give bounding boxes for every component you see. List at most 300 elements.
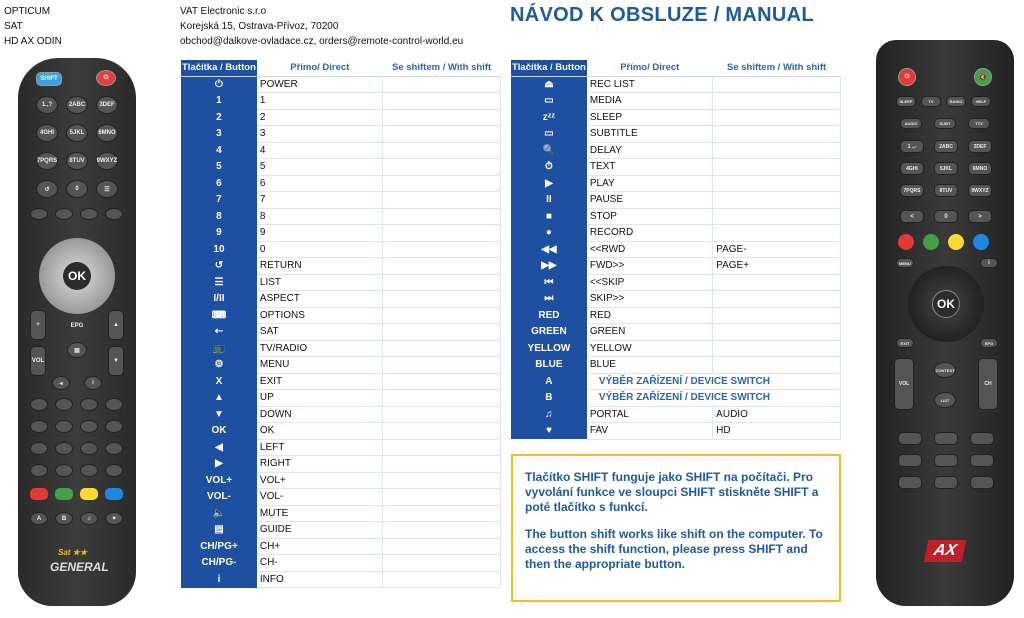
key-symbol: ● <box>511 225 587 242</box>
media-button <box>55 464 73 477</box>
key-symbol: OK <box>181 423 257 440</box>
key-symbol: BLUE <box>511 357 587 374</box>
number-button: 0 <box>66 180 88 198</box>
vol-minus-button: VOL <box>30 346 46 376</box>
media-button <box>105 420 123 433</box>
shift-function <box>383 456 501 473</box>
list-button: ☰ <box>96 180 118 198</box>
guide-button: ▤ <box>67 342 87 358</box>
key-symbol: YELLOW <box>511 340 587 357</box>
table-row <box>181 340 501 357</box>
key-symbol: 8 <box>181 208 257 225</box>
direct-function: RIGHT <box>257 456 383 473</box>
col-header-button: Tlačítka / Button <box>511 60 587 76</box>
number-button: 3DEF <box>968 140 992 153</box>
shift-function <box>383 423 501 440</box>
direct-function: CH- <box>257 555 383 572</box>
brand-sub: Sat ★★ <box>58 548 88 557</box>
table-row <box>511 126 841 143</box>
header-line: HD AX ODIN <box>4 36 62 47</box>
col-header-shift: Se shiftem / With shift <box>713 60 841 76</box>
direct-function: YELLOW <box>587 340 713 357</box>
key-symbol: VOL- <box>181 489 257 506</box>
direct-function: SAT <box>257 324 383 341</box>
remote-image-left <box>18 58 136 606</box>
direct-function: 5 <box>257 159 383 176</box>
shift-function <box>713 159 841 176</box>
media-button <box>898 432 922 445</box>
number-button: 2ABC <box>66 96 88 114</box>
table-row <box>181 93 501 110</box>
table-row <box>181 390 501 407</box>
shift-function <box>383 340 501 357</box>
key-symbol: B <box>511 390 587 407</box>
key-symbol: ◀◀ <box>511 241 587 258</box>
shift-function <box>383 142 501 159</box>
direct-function: 3 <box>257 126 383 143</box>
direct-function: INFO <box>257 571 383 588</box>
key-symbol: 7 <box>181 192 257 209</box>
shift-function <box>383 93 501 110</box>
key-symbol: ■ <box>511 208 587 225</box>
media-button <box>934 432 958 445</box>
direct-function: MEDIA <box>587 93 713 110</box>
shift-function <box>713 357 841 374</box>
table-row <box>181 175 501 192</box>
function-button <box>30 208 48 220</box>
page-title: NÁVOD K OBSLUZE / MANUAL <box>510 4 814 26</box>
top-button: SUBT <box>934 118 956 129</box>
direct-function: REC LIST <box>587 76 713 93</box>
ch-rocker: CH <box>978 358 998 410</box>
direct-function: STOP <box>587 208 713 225</box>
return-button: ↺ <box>36 180 58 198</box>
table-row <box>511 324 841 341</box>
direct-function: MUTE <box>257 505 383 522</box>
power-button: ⏻ <box>96 70 116 86</box>
number-button: 5JKL <box>66 124 88 142</box>
shift-function: HD <box>713 423 841 440</box>
key-symbol: CH/PG- <box>181 555 257 572</box>
shift-function <box>713 291 841 308</box>
shift-function <box>713 93 841 110</box>
table-row <box>181 324 501 341</box>
number-button: 6MNO <box>968 162 992 175</box>
key-table-left <box>181 60 501 588</box>
number-button: 7PQRS <box>900 184 924 197</box>
table-row <box>181 291 501 308</box>
table-row <box>181 505 501 522</box>
number-button: 4GHI <box>36 124 58 142</box>
bottom-button: B <box>55 512 73 525</box>
bottom-button: A <box>30 512 48 525</box>
key-symbol: CH/PG+ <box>181 538 257 555</box>
header-line: OPTICUM <box>4 6 51 17</box>
table-row <box>181 109 501 126</box>
key-symbol: i <box>181 571 257 588</box>
media-button <box>105 442 123 455</box>
shift-function <box>383 126 501 143</box>
key-symbol: X <box>181 373 257 390</box>
direct-function: GUIDE <box>257 522 383 539</box>
bottom-button: ♫ <box>80 512 98 525</box>
key-symbol: 🔈 <box>181 505 257 522</box>
number-button: 7PQRS <box>36 152 58 170</box>
direct-function: PLAY <box>587 175 713 192</box>
company-email: obchod@dalkove-ovladace.cz, orders@remote-control-world.eu <box>180 36 464 47</box>
key-symbol: 📺 <box>181 340 257 357</box>
shift-function <box>383 373 501 390</box>
key-symbol: ▶▶ <box>511 258 587 275</box>
top-button: RADIO <box>946 96 966 107</box>
table-row <box>511 93 841 110</box>
direct-function: 7 <box>257 192 383 209</box>
key-symbol: ⏱ <box>511 159 587 176</box>
shift-function: PAGE+ <box>713 258 841 275</box>
media-button <box>55 420 73 433</box>
key-symbol: zᶻᶻ <box>511 109 587 126</box>
device-switch-label: VÝBĚR ZAŘÍZENÍ / DEVICE SWITCH <box>587 390 841 407</box>
key-symbol: 5 <box>181 159 257 176</box>
direct-function: UP <box>257 390 383 407</box>
key-symbol: ▭ <box>511 126 587 143</box>
color-button <box>973 234 989 250</box>
shift-function <box>713 192 841 209</box>
shift-function <box>383 241 501 258</box>
table-row <box>181 439 501 456</box>
key-symbol: 10 <box>181 241 257 258</box>
number-button: 1 .,- <box>900 140 924 153</box>
shift-function <box>383 489 501 506</box>
shift-function <box>713 76 841 93</box>
ch-minus-button: ▼ <box>108 346 124 376</box>
direct-function: RECORD <box>587 225 713 242</box>
number-button: 3DEF <box>96 96 118 114</box>
media-button <box>105 464 123 477</box>
exit-button: EXIT <box>896 338 914 348</box>
list-button: LIST <box>934 392 956 408</box>
col-header-shift: Se shiftem / With shift <box>383 60 501 76</box>
key-symbol: ▶ <box>181 456 257 473</box>
key-symbol: 1 <box>181 93 257 110</box>
table-row <box>181 571 501 588</box>
table-row <box>181 555 501 572</box>
shift-function <box>383 390 501 407</box>
color-button <box>923 234 939 250</box>
color-button <box>105 488 123 500</box>
seller-info-mid <box>180 4 463 49</box>
key-symbol: ▶ <box>511 175 587 192</box>
shift-function <box>383 159 501 176</box>
direct-function: <<SKIP <box>587 274 713 291</box>
device-switch-label: VÝBĚR ZAŘÍZENÍ / DEVICE SWITCH <box>587 373 841 390</box>
table-row <box>181 192 501 209</box>
shift-function <box>383 324 501 341</box>
direct-function: MENU <box>257 357 383 374</box>
table-row <box>181 423 501 440</box>
table-row <box>181 159 501 176</box>
seller-info-left <box>4 4 62 49</box>
shift-function <box>383 225 501 242</box>
table-row <box>181 307 501 324</box>
direct-function: 8 <box>257 208 383 225</box>
table-row <box>181 208 501 225</box>
key-symbol: ▭ <box>511 93 587 110</box>
col-header-direct: Přímo/ Direct <box>257 60 383 76</box>
shift-function <box>713 126 841 143</box>
media-button <box>80 442 98 455</box>
shift-function <box>713 225 841 242</box>
shift-function <box>713 324 841 341</box>
key-symbol: ▲ <box>181 390 257 407</box>
direct-function: <<RWD <box>587 241 713 258</box>
header-line: SAT <box>4 21 23 32</box>
key-symbol: ⏮ <box>511 274 587 291</box>
vol-plus-button: + <box>30 310 46 340</box>
shift-function: PAGE- <box>713 241 841 258</box>
shift-function <box>383 505 501 522</box>
key-symbol: 9 <box>181 225 257 242</box>
direct-function: CH+ <box>257 538 383 555</box>
shift-function <box>383 258 501 275</box>
media-button <box>970 476 994 489</box>
direct-function: POWER <box>257 76 383 93</box>
menu-button: MENU <box>896 258 914 268</box>
table-row <box>511 241 841 258</box>
key-symbol: ⏏ <box>511 76 587 93</box>
media-button <box>80 420 98 433</box>
direct-function: RED <box>587 307 713 324</box>
table-row <box>511 274 841 291</box>
media-button <box>80 398 98 411</box>
remote-image-right <box>876 40 1014 606</box>
top-button: HELP <box>971 96 991 107</box>
top-button: AUDIO <box>900 118 922 129</box>
color-button <box>55 488 73 500</box>
direct-function: 2 <box>257 109 383 126</box>
table-row <box>511 373 841 390</box>
shift-function <box>383 571 501 588</box>
color-button <box>80 488 98 500</box>
media-button <box>30 420 48 433</box>
shift-function <box>713 340 841 357</box>
media-button <box>970 432 994 445</box>
direct-function: 0 <box>257 241 383 258</box>
shift-function <box>383 274 501 291</box>
note-czech: Tlačítko SHIFT funguje jako SHIFT na počítači. Pro vyvolání funkce ve sloupci SHIFT stiskněte SHIFT a poté tlačítko s funkcí. <box>525 470 819 514</box>
number-button: 9WXYZ <box>968 184 992 197</box>
direct-function: FAV <box>587 423 713 440</box>
key-symbol: 🔍 <box>511 142 587 159</box>
ax-logo: AX <box>924 540 967 562</box>
left-arrow-button: < <box>900 210 924 223</box>
shift-function <box>383 406 501 423</box>
media-button <box>30 464 48 477</box>
key-symbol: ⚙ <box>181 357 257 374</box>
direct-function: TEXT <box>587 159 713 176</box>
shift-function <box>383 307 501 324</box>
table-row <box>511 258 841 275</box>
direct-function: VOL- <box>257 489 383 506</box>
top-button: TV <box>921 96 941 107</box>
shift-function <box>713 175 841 192</box>
number-button: 2ABC <box>934 140 958 153</box>
color-button <box>948 234 964 250</box>
info-button: i <box>84 376 102 390</box>
number-button: 6MNO <box>96 124 118 142</box>
top-button: SLEEP <box>896 96 916 107</box>
key-symbol: ⇠ <box>181 324 257 341</box>
table-row <box>181 406 501 423</box>
table-row <box>181 357 501 374</box>
company-name: VAT Electronic s.r.o <box>180 6 267 17</box>
shift-function <box>383 439 501 456</box>
media-button <box>80 464 98 477</box>
table-row <box>181 522 501 539</box>
key-symbol: A <box>511 373 587 390</box>
table-row <box>511 208 841 225</box>
company-address: Korejská 15, Ostrava-Přívoz, 70200 <box>180 21 339 32</box>
table-row <box>181 76 501 93</box>
shift-button: SHIFT <box>36 72 62 86</box>
shift-function <box>713 274 841 291</box>
shift-function <box>383 192 501 209</box>
vol-rocker: VOL <box>894 358 914 410</box>
table-row <box>511 109 841 126</box>
key-symbol: GREEN <box>511 324 587 341</box>
key-symbol: ▼ <box>181 406 257 423</box>
function-button <box>105 208 123 220</box>
key-symbol: 3 <box>181 126 257 143</box>
shift-function <box>713 142 841 159</box>
table-row <box>511 175 841 192</box>
key-symbol: II <box>511 192 587 209</box>
shift-function <box>383 208 501 225</box>
table-row <box>181 472 501 489</box>
table-row <box>511 192 841 209</box>
direct-function: EXIT <box>257 373 383 390</box>
shift-function <box>713 109 841 126</box>
direct-function: PORTAL <box>587 406 713 423</box>
table-row <box>181 456 501 473</box>
key-symbol: 4 <box>181 142 257 159</box>
shift-function <box>383 109 501 126</box>
media-button <box>934 454 958 467</box>
table-row <box>181 142 501 159</box>
key-symbol: ↺ <box>181 258 257 275</box>
direct-function: ASPECT <box>257 291 383 308</box>
media-button <box>30 442 48 455</box>
shift-function <box>383 555 501 572</box>
media-button <box>105 398 123 411</box>
table-row <box>511 291 841 308</box>
direct-function: SUBTITLE <box>587 126 713 143</box>
shift-function <box>383 522 501 539</box>
ok-button: OK <box>63 262 91 290</box>
direct-function: RETURN <box>257 258 383 275</box>
table-row <box>511 423 841 440</box>
media-button <box>898 476 922 489</box>
direct-function: BLUE <box>587 357 713 374</box>
ok-button: OK <box>932 290 960 318</box>
mute-button: ◂ <box>52 376 70 390</box>
direct-function: 9 <box>257 225 383 242</box>
table-row <box>511 225 841 242</box>
shift-function: AUDIO <box>713 406 841 423</box>
media-button <box>898 454 922 467</box>
table-row <box>511 76 841 93</box>
key-symbol: I/II <box>181 291 257 308</box>
shift-function <box>383 538 501 555</box>
col-header-button: Tlačítka / Button <box>181 60 257 76</box>
right-arrow-button: > <box>968 210 992 223</box>
media-button <box>55 442 73 455</box>
key-symbol: 6 <box>181 175 257 192</box>
key-table-right <box>511 60 841 440</box>
media-button <box>970 454 994 467</box>
media-button <box>30 398 48 411</box>
shift-function <box>383 175 501 192</box>
color-button <box>898 234 914 250</box>
table-row <box>181 373 501 390</box>
number-button: 4GHI <box>900 162 924 175</box>
direct-function: DOWN <box>257 406 383 423</box>
epg-button: EPG <box>980 338 998 348</box>
direct-function: OK <box>257 423 383 440</box>
key-symbol: ⏻ <box>181 76 257 93</box>
direct-function: SLEEP <box>587 109 713 126</box>
key-symbol: ☰ <box>181 274 257 291</box>
number-button: 1.,? <box>36 96 58 114</box>
table-row <box>181 241 501 258</box>
bottom-button: ♥ <box>105 512 123 525</box>
info-button: i <box>980 258 998 268</box>
number-button: 0 <box>934 210 958 223</box>
shift-function <box>713 307 841 324</box>
direct-function: LEFT <box>257 439 383 456</box>
number-button: 9WXYZ <box>96 152 118 170</box>
direct-function: VOL+ <box>257 472 383 489</box>
direct-function: 6 <box>257 175 383 192</box>
table-row <box>511 406 841 423</box>
table-row <box>511 357 841 374</box>
shift-note-box <box>511 454 841 602</box>
number-button: 8TUV <box>934 184 958 197</box>
table-row <box>181 538 501 555</box>
table-row <box>181 126 501 143</box>
shift-function <box>383 357 501 374</box>
direct-function: GREEN <box>587 324 713 341</box>
shift-function <box>713 208 841 225</box>
key-symbol: ▤ <box>181 522 257 539</box>
direct-function: DELAY <box>587 142 713 159</box>
key-symbol: RED <box>511 307 587 324</box>
number-button: 5JKL <box>934 162 958 175</box>
table-row <box>181 258 501 275</box>
direct-function: 4 <box>257 142 383 159</box>
media-button <box>934 476 958 489</box>
direct-function: 1 <box>257 93 383 110</box>
power-button: ⏻ <box>898 68 916 86</box>
brand-logo: GENERAL <box>50 560 109 574</box>
table-row <box>181 274 501 291</box>
direct-function: OPTIONS <box>257 307 383 324</box>
key-symbol: 2 <box>181 109 257 126</box>
table-row <box>511 340 841 357</box>
direct-function: PAUSE <box>587 192 713 209</box>
mute-button: 🔇 <box>974 68 992 86</box>
table-row <box>511 142 841 159</box>
